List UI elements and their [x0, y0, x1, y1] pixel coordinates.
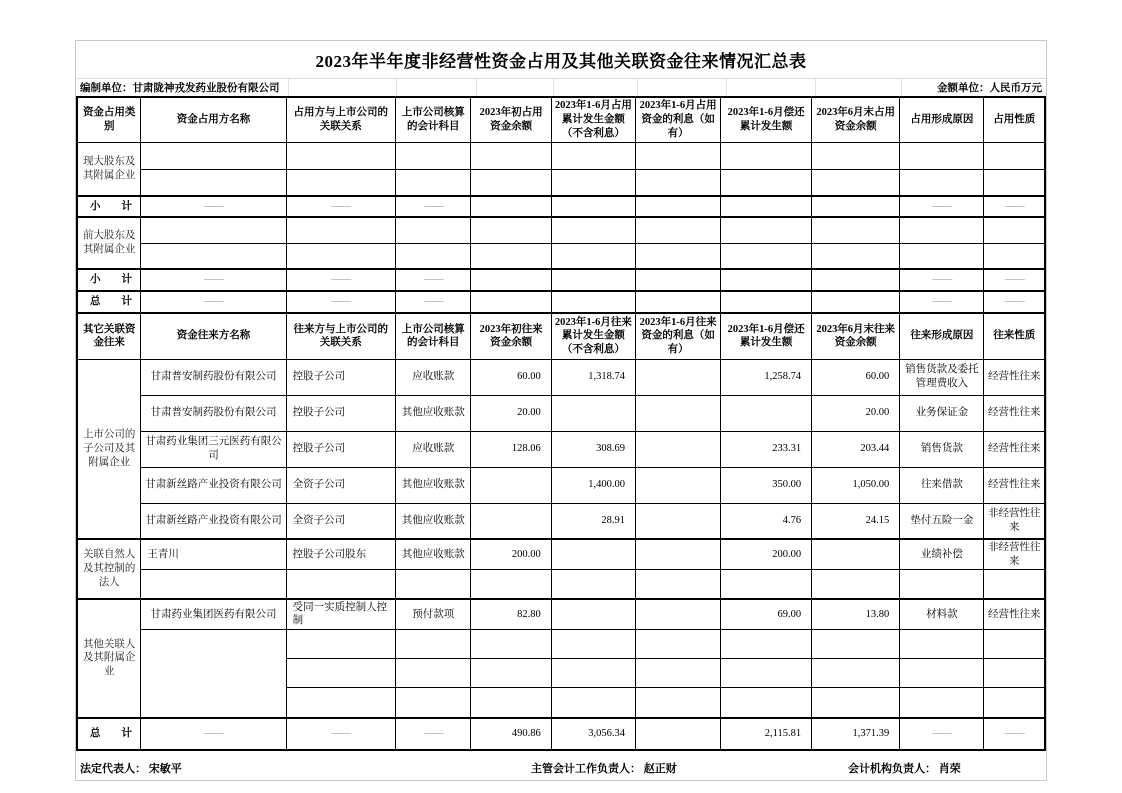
empty-cell: [812, 243, 900, 269]
amount-cell: 1,400.00: [551, 467, 635, 503]
column-header: 资金往来方名称: [141, 313, 286, 359]
empty-cell: [721, 688, 812, 718]
empty-cell: [636, 269, 721, 291]
column-header: 往来性质: [984, 313, 1045, 359]
empty-cell: [636, 688, 721, 718]
reason-cell: 材料款: [900, 599, 984, 630]
empty-cell: [812, 570, 900, 599]
table-row: [77, 359, 1045, 395]
column-header: 2023年1-6月偿还累计发生额: [721, 97, 812, 142]
account-cell: 应收账款: [395, 359, 471, 395]
dash-cell: ——: [984, 291, 1045, 313]
empty-cell: [812, 659, 900, 688]
reason-cell: 往来借款: [900, 467, 984, 503]
total-amount-cell: 2,115.81: [721, 718, 812, 750]
empty-cell: [900, 570, 984, 599]
empty-cell: [900, 243, 984, 269]
account-cell: 应收账款: [395, 431, 471, 467]
amount-cell: 69.00: [721, 599, 812, 630]
table-row: [77, 243, 1045, 269]
empty-cell: [395, 142, 471, 169]
dash-cell: ——: [395, 196, 471, 217]
empty-cell: [286, 142, 395, 169]
fund-occupation-table: [76, 96, 1046, 751]
dash-cell: ——: [395, 718, 471, 750]
empty-cell: [551, 196, 635, 217]
summary-sheet: [75, 40, 1047, 781]
total-amount-cell: 490.86: [471, 718, 551, 750]
empty-cell: [551, 269, 635, 291]
empty-cell: [721, 169, 812, 196]
empty-cell: [141, 630, 286, 718]
column-header: 2023年1-6月偿还累计发生额: [721, 313, 812, 359]
empty-cell: [395, 217, 471, 243]
empty-cell: [141, 217, 286, 243]
empty-cell: [471, 142, 551, 169]
column-header: 往来方与上市公司的关联关系: [286, 313, 395, 359]
column-header: 资金占用方名称: [141, 97, 286, 142]
empty-cell: [551, 659, 635, 688]
nature-cell: 非经营性往来: [984, 539, 1045, 570]
amount-cell: 60.00: [471, 359, 551, 395]
empty-cell: [636, 196, 721, 217]
dash-cell: ——: [395, 269, 471, 291]
reason-cell: 垫付五险一金: [900, 503, 984, 539]
empty-cell: [984, 570, 1045, 599]
dash-cell: ——: [395, 291, 471, 313]
column-header: 资金占用类别: [77, 97, 141, 142]
empty-cell: [551, 570, 635, 599]
title-bar: [76, 41, 1046, 79]
empty-cell: [900, 169, 984, 196]
reason-cell: 业绩补偿: [900, 539, 984, 570]
total-amount-cell: [636, 718, 721, 750]
amount-cell: [812, 539, 900, 570]
account-cell: 预付款项: [395, 599, 471, 630]
empty-cell: [812, 630, 900, 659]
empty-cell: [636, 243, 721, 269]
empty-cell: [471, 291, 551, 313]
column-header: 上市公司核算的会计科目: [395, 313, 471, 359]
empty-cell: [812, 196, 900, 217]
grid-line: [476, 79, 477, 96]
empty-cell: [636, 630, 721, 659]
column-header: 占用性质: [984, 97, 1045, 142]
empty-cell: [984, 169, 1045, 196]
empty-cell: [471, 196, 551, 217]
empty-cell: [721, 196, 812, 217]
category-cell: 上市公司的子公司及其附属企业: [77, 359, 141, 539]
grid-line: [288, 79, 289, 96]
empty-cell: [551, 142, 635, 169]
account-cell: 其他应收账款: [395, 503, 471, 539]
empty-cell: [551, 630, 635, 659]
amount-cell: [471, 503, 551, 539]
dash-cell: ——: [141, 718, 286, 750]
total-amount-cell: 1,371.39: [812, 718, 900, 750]
amount-cell: [636, 599, 721, 630]
empty-cell: [395, 659, 471, 688]
table-row: [77, 142, 1045, 169]
empty-cell: [141, 169, 286, 196]
amount-cell: 200.00: [471, 539, 551, 570]
column-header: 其它关联资金往来: [77, 313, 141, 359]
empty-cell: [141, 243, 286, 269]
account-cell: 其他应收账款: [395, 395, 471, 431]
relation-cell: 控股子公司: [286, 395, 395, 431]
empty-cell: [900, 630, 984, 659]
column-header: 2023年1-6月占用资金的利息（如有）: [636, 97, 721, 142]
total-label: 总 计: [77, 291, 141, 313]
empty-cell: [812, 688, 900, 718]
account-cell: 其他应收账款: [395, 539, 471, 570]
empty-cell: [471, 630, 551, 659]
nature-cell: 经营性往来: [984, 395, 1045, 431]
amount-cell: [551, 395, 635, 431]
empty-cell: [721, 217, 812, 243]
empty-cell: [551, 243, 635, 269]
table-row: [77, 217, 1045, 243]
nature-cell: 经营性往来: [984, 359, 1045, 395]
column-header: 占用方与上市公司的关联关系: [286, 97, 395, 142]
reason-cell: 销售货款: [900, 431, 984, 467]
amount-cell: 82.80: [471, 599, 551, 630]
empty-cell: [551, 217, 635, 243]
empty-cell: [286, 217, 395, 243]
column-header: 2023年1-6月占用累计发生金额（不含利息）: [551, 97, 635, 142]
transactions-header-row: [77, 313, 1045, 359]
dash-cell: ——: [141, 269, 286, 291]
empty-cell: [721, 291, 812, 313]
empty-cell: [812, 142, 900, 169]
amount-cell: 24.15: [812, 503, 900, 539]
column-header: 2023年6月末占用资金余额: [812, 97, 900, 142]
empty-cell: [286, 570, 395, 599]
subtotal-row: [77, 269, 1045, 291]
counterparty-cell: 王青川: [141, 539, 286, 570]
table-row: [77, 539, 1045, 570]
empty-cell: [286, 169, 395, 196]
category-cell: 关联自然人及其控制的法人: [77, 539, 141, 599]
amount-cell: [551, 599, 635, 630]
amount-cell: [721, 395, 812, 431]
subtotal-label: 小 计: [77, 269, 141, 291]
empty-cell: [395, 169, 471, 196]
empty-cell: [636, 142, 721, 169]
amount-cell: 13.80: [812, 599, 900, 630]
chief-accountant: 主管会计工作负责人： 赵正财: [531, 762, 677, 775]
dash-cell: ——: [141, 196, 286, 217]
relation-cell: 全资子公司: [286, 467, 395, 503]
column-header: 2023年初占用资金余额: [471, 97, 551, 142]
category-cell: 前大股东及其附属企业: [77, 217, 141, 269]
page-title: 2023年半年度非经营性资金占用及其他关联资金往来情况汇总表: [315, 52, 807, 71]
amount-cell: [636, 431, 721, 467]
empty-cell: [721, 630, 812, 659]
dash-cell: ——: [286, 291, 395, 313]
empty-cell: [721, 269, 812, 291]
table-row: [77, 169, 1045, 196]
amount-cell: [551, 539, 635, 570]
empty-cell: [984, 659, 1045, 688]
relation-cell: 控股子公司: [286, 359, 395, 395]
subtotal-row: [77, 196, 1045, 217]
prepared-by-row: [76, 79, 1046, 96]
amount-cell: [636, 539, 721, 570]
table-row: [77, 570, 1045, 599]
amount-cell: 128.06: [471, 431, 551, 467]
empty-cell: [395, 570, 471, 599]
empty-cell: [141, 570, 286, 599]
column-header: 往来形成原因: [900, 313, 984, 359]
empty-cell: [141, 142, 286, 169]
prepared-by-label: 编制单位：甘肃陇神戎发药业股份有限公司: [80, 83, 280, 94]
amount-unit-label: 金额单位：人民币万元: [937, 83, 1042, 94]
dash-cell: ——: [141, 291, 286, 313]
empty-cell: [984, 688, 1045, 718]
dash-cell: ——: [900, 718, 984, 750]
counterparty-cell: 甘肃新丝路产业投资有限公司: [141, 467, 286, 503]
empty-cell: [551, 169, 635, 196]
amount-cell: 28.91: [551, 503, 635, 539]
dash-cell: ——: [900, 291, 984, 313]
amount-cell: [636, 503, 721, 539]
grid-line: [637, 79, 638, 96]
dash-cell: ——: [984, 269, 1045, 291]
column-header: 2023年1-6月往来资金的利息（如有）: [636, 313, 721, 359]
account-cell: 其他应收账款: [395, 467, 471, 503]
empty-cell: [721, 659, 812, 688]
dash-cell: ——: [984, 718, 1045, 750]
column-header: 2023年1-6月往来累计发生金额（不含利息）: [551, 313, 635, 359]
table-row: [77, 630, 1045, 659]
counterparty-cell: 甘肃药业集团医药有限公司: [141, 599, 286, 630]
grid-line: [726, 79, 727, 96]
dash-cell: ——: [286, 196, 395, 217]
empty-cell: [812, 291, 900, 313]
amount-cell: 203.44: [812, 431, 900, 467]
amount-cell: 1,050.00: [812, 467, 900, 503]
counterparty-cell: 甘肃普安制药股份有限公司: [141, 395, 286, 431]
reason-cell: 销售货款及委托管理费收入: [900, 359, 984, 395]
signatures-row: [76, 751, 1046, 785]
amount-cell: 350.00: [721, 467, 812, 503]
empty-cell: [286, 659, 395, 688]
legal-representative: 法定代表人： 宋敏平: [80, 762, 182, 775]
grid-line: [901, 79, 902, 96]
amount-cell: 233.31: [721, 431, 812, 467]
grand-total-row: [77, 718, 1045, 750]
amount-cell: 20.00: [471, 395, 551, 431]
empty-cell: [636, 291, 721, 313]
dash-cell: ——: [286, 718, 395, 750]
empty-cell: [395, 688, 471, 718]
amount-cell: 4.76: [721, 503, 812, 539]
empty-cell: [471, 570, 551, 599]
empty-cell: [812, 217, 900, 243]
column-header: 2023年初往来资金余额: [471, 313, 551, 359]
amount-cell: 1,318.74: [551, 359, 635, 395]
empty-cell: [286, 630, 395, 659]
column-header: 上市公司核算的会计科目: [395, 97, 471, 142]
nature-cell: 经营性往来: [984, 599, 1045, 630]
empty-cell: [636, 217, 721, 243]
empty-cell: [984, 217, 1045, 243]
amount-cell: [636, 395, 721, 431]
empty-cell: [471, 688, 551, 718]
empty-cell: [471, 269, 551, 291]
counterparty-cell: 甘肃药业集团三元医药有限公司: [141, 431, 286, 467]
empty-cell: [984, 142, 1045, 169]
nature-cell: 经营性往来: [984, 467, 1045, 503]
subtotal-label: 小 计: [77, 196, 141, 217]
occupation-header-row: [77, 97, 1045, 142]
empty-cell: [984, 630, 1045, 659]
amount-cell: [636, 359, 721, 395]
amount-cell: 60.00: [812, 359, 900, 395]
empty-cell: [812, 169, 900, 196]
dash-cell: ——: [900, 269, 984, 291]
empty-cell: [471, 243, 551, 269]
relation-cell: 全资子公司: [286, 503, 395, 539]
empty-cell: [900, 217, 984, 243]
empty-cell: [395, 630, 471, 659]
table-row: [77, 431, 1045, 467]
relation-cell: 受同一实质控制人控制: [286, 599, 395, 630]
empty-cell: [471, 217, 551, 243]
empty-cell: [286, 688, 395, 718]
amount-cell: 200.00: [721, 539, 812, 570]
accounting-head: 会计机构负责人： 肖荣: [848, 762, 961, 775]
table-row: [77, 503, 1045, 539]
reason-cell: 业务保证金: [900, 395, 984, 431]
total-amount-cell: 3,056.34: [551, 718, 635, 750]
total-row: [77, 291, 1045, 313]
relation-cell: 控股子公司股东: [286, 539, 395, 570]
table-row: [77, 395, 1045, 431]
amount-cell: 20.00: [812, 395, 900, 431]
table-row: [77, 467, 1045, 503]
amount-cell: 308.69: [551, 431, 635, 467]
dash-cell: ——: [900, 196, 984, 217]
column-header: 占用形成原因: [900, 97, 984, 142]
empty-cell: [721, 142, 812, 169]
counterparty-cell: 甘肃新丝路产业投资有限公司: [141, 503, 286, 539]
dash-cell: ——: [286, 269, 395, 291]
amount-cell: 1,258.74: [721, 359, 812, 395]
dash-cell: ——: [984, 196, 1045, 217]
empty-cell: [900, 142, 984, 169]
empty-cell: [812, 269, 900, 291]
category-cell: 其他关联人及其附属企业: [77, 599, 141, 718]
category-cell: 现大股东及其附属企业: [77, 142, 141, 196]
empty-cell: [471, 169, 551, 196]
empty-cell: [900, 659, 984, 688]
empty-cell: [721, 243, 812, 269]
counterparty-cell: 甘肃普安制药股份有限公司: [141, 359, 286, 395]
amount-cell: [636, 467, 721, 503]
grid-line: [553, 79, 554, 96]
grid-line: [815, 79, 816, 96]
empty-cell: [286, 243, 395, 269]
relation-cell: 控股子公司: [286, 431, 395, 467]
empty-cell: [636, 659, 721, 688]
empty-cell: [636, 169, 721, 196]
nature-cell: 非经营性往来: [984, 503, 1045, 539]
grid-line: [396, 79, 397, 96]
empty-cell: [551, 688, 635, 718]
empty-cell: [551, 291, 635, 313]
table-row: [77, 599, 1045, 630]
amount-cell: [471, 467, 551, 503]
empty-cell: [984, 243, 1045, 269]
column-header: 2023年6月末往来资金余额: [812, 313, 900, 359]
grand-total-label: 总 计: [77, 718, 141, 750]
empty-cell: [721, 570, 812, 599]
empty-cell: [471, 659, 551, 688]
nature-cell: 经营性往来: [984, 431, 1045, 467]
empty-cell: [395, 243, 471, 269]
empty-cell: [900, 688, 984, 718]
empty-cell: [636, 570, 721, 599]
